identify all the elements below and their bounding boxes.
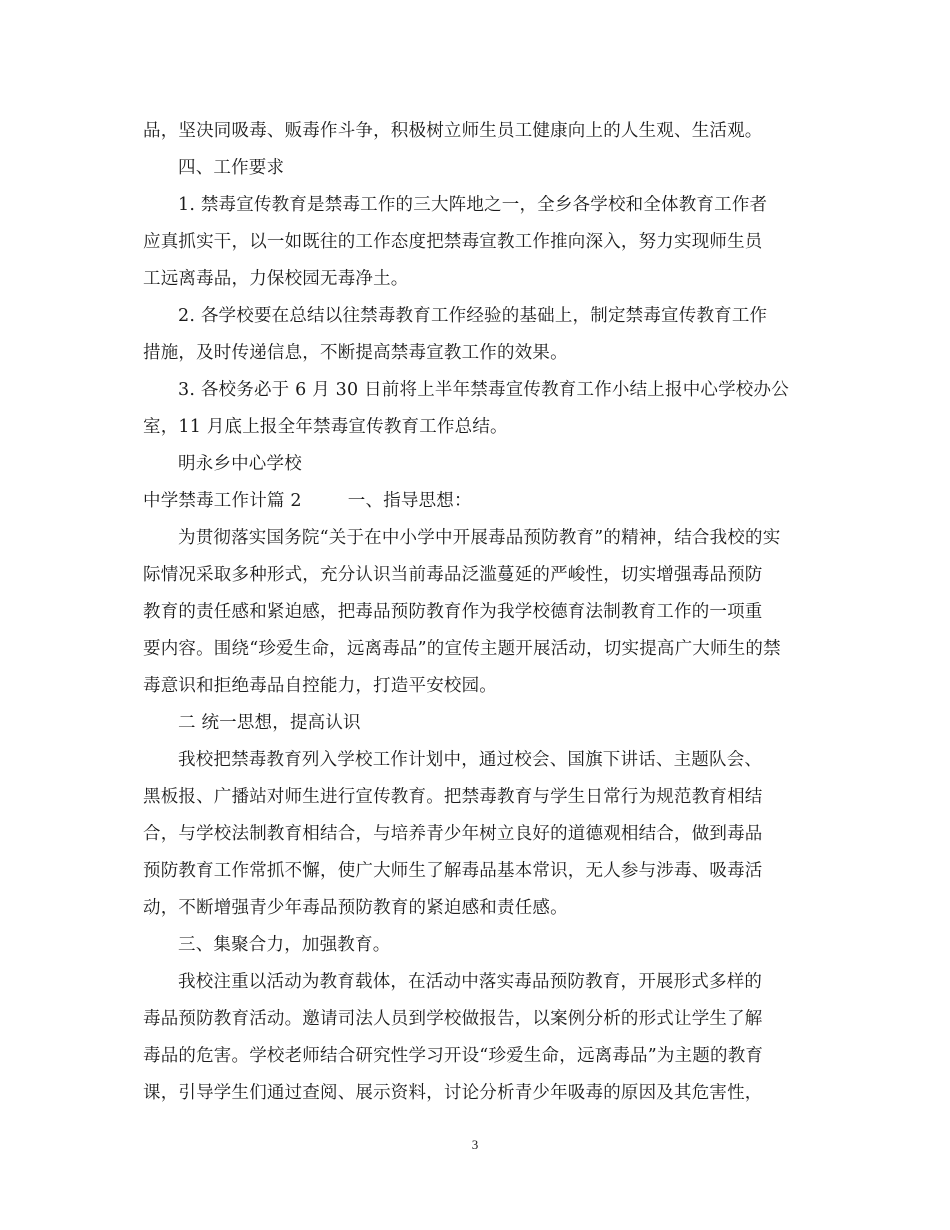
- text-line: 预防教育工作常抓不懈，使广大师生了解毒品基本常识，无人参与涉毒、吸毒活: [143, 861, 763, 881]
- text-line: 合，与学校法制教育相结合，与培养青少年树立良好的道德观相结合，做到毒品: [143, 824, 763, 844]
- text-line: 1. 禁毒宣传教育是禁毒工作的三大阵地之一，全乡各学校和全体教育工作者: [178, 195, 768, 215]
- document-body: [143, 113, 803, 1112]
- section-heading: 三、集聚合力，加强教育。: [178, 935, 391, 955]
- text-line: 教育的责任感和紧迫感，把毒品预防教育作为我学校德育法制教育工作的一项重: [143, 602, 763, 622]
- text-line: 室，11 月底上报全年禁毒宣传教育工作总结。: [143, 417, 508, 437]
- text-line: 毒品预防教育活动。邀请司法人员到学校做报告，以案例分析的形式让学生了解: [143, 1009, 763, 1029]
- text-line: 2. 各学校要在总结以往禁毒教育工作经验的基础上，制定禁毒宣传教育工作: [178, 306, 768, 326]
- text-line: 黑板报、广播站对师生进行宣传教育。把禁毒教育与学生日常行为规范教育相结: [143, 787, 763, 807]
- text-line: 措施，及时传递信息，不断提高禁毒宣教工作的效果。: [143, 343, 568, 363]
- text-line: 毒品的危害。学校老师结合研究性学习开设“珍爱生命，远离毒品”为主题的教育: [143, 1046, 764, 1066]
- section-heading: 二 统一思想，提高认识: [178, 713, 361, 733]
- text-line: 3. 各校务必于 6 月 30 日前将上半年禁毒宣传教育工作小结上报中心学校办公: [178, 380, 789, 400]
- text-line: 毒意识和拒绝毒品自控能力，打造平安校园。: [143, 676, 497, 696]
- text-line: 课，引导学生们通过查阅、展示资料，讨论分析青少年吸毒的原因及其危害性，: [143, 1083, 763, 1103]
- text-line: 为贯彻落实国务院“关于在中小学中开展毒品预防教育”的精神，结合我校的实: [178, 528, 781, 548]
- page-number: 3: [471, 1137, 479, 1152]
- document-title-line: 中学禁毒工作计篇 2 一、指导思想：: [143, 491, 472, 511]
- section-heading: 四、工作要求: [178, 158, 285, 178]
- text-line: 工远离毒品，力保校园无毒净土。: [143, 269, 409, 289]
- signature-line: 明永乡中心学校: [178, 454, 302, 474]
- text-line: 要内容。围绕“珍爱生命，远离毒品”的宣传主题开展活动，切实提高广大师生的禁: [143, 639, 781, 659]
- text-line: 我校注重以活动为教育载体，在活动中落实毒品预防教育，开展形式多样的: [178, 972, 763, 992]
- text-line: 应真抓实干，以一如既往的工作态度把禁毒宣教工作推向深入，努力实现师生员: [143, 232, 763, 252]
- text-line: 际情况采取多种形式，充分认识当前毒品泛滥蔓延的严峻性，切实增强毒品预防: [143, 565, 763, 585]
- text-line: 动，不断增强青少年毒品预防教育的紧迫感和责任感。: [143, 898, 568, 918]
- text-line: 我校把禁毒教育列入学校工作计划中，通过校会、国旗下讲话、主题队会、: [178, 750, 763, 770]
- text-line: 品，坚决同吸毒、贩毒作斗争，积极树立师生员工健康向上的人生观、生活观。: [143, 121, 763, 141]
